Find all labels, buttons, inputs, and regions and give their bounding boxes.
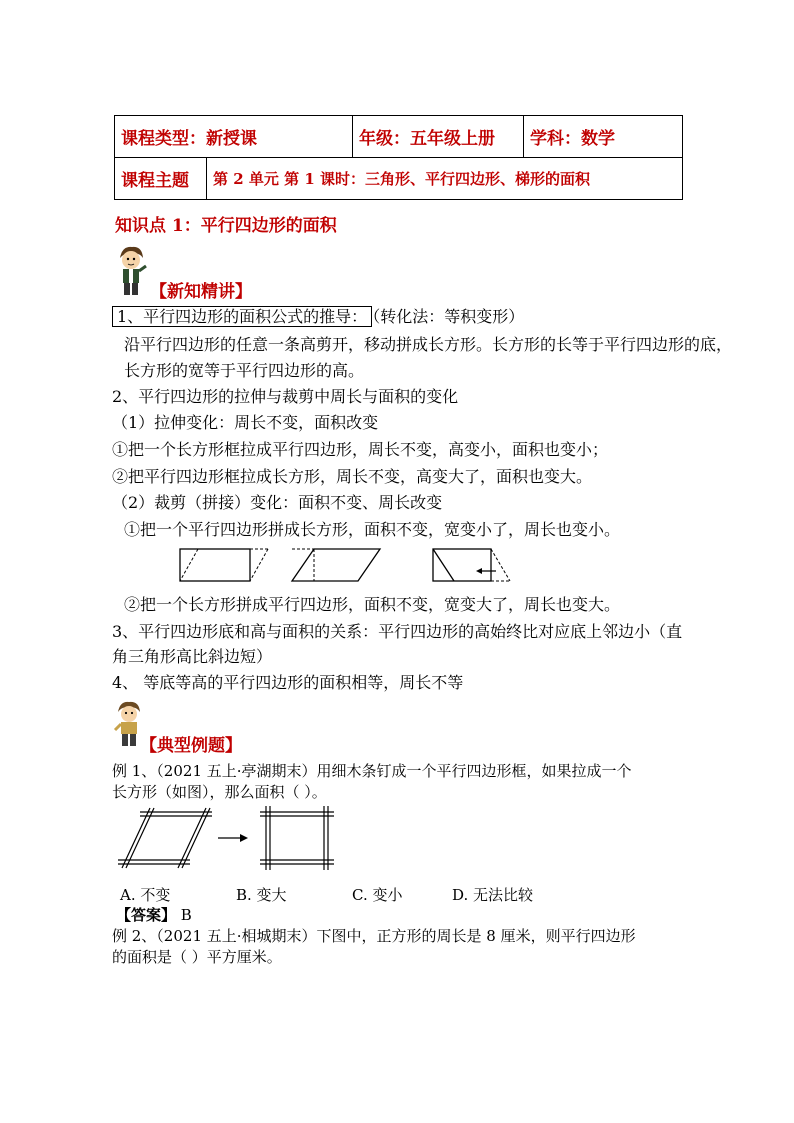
item2-sub2: （2）裁剪（拼接）变化：面积不变、周长改变 — [112, 493, 443, 512]
course-type-cell: 课程类型：新授课 — [115, 116, 353, 158]
item1-body-line2: 长方形的宽等于平行四边形的高。 — [124, 361, 365, 380]
option-c: C. 变小 — [352, 886, 403, 904]
cut-move-diagram-2 — [430, 545, 516, 585]
ex2-line2: 的面积是（ ）平方厘米。 — [112, 948, 282, 966]
stick-frame-diagram — [112, 806, 342, 872]
theme-value-cell: 第 2 单元 第 1 课时：三角形、平行四边形、梯形的面积 — [207, 158, 683, 200]
subject-cell: 学科：数学 — [524, 116, 683, 158]
knowledge-point-title: 知识点 1：平行四边形的面积 — [115, 216, 337, 236]
theme-label-cell: 课程主题 — [115, 158, 207, 200]
item1-title: 1、平行四边形的面积公式的推导： — [112, 306, 372, 327]
item4: 4、 等底等高的平行四边形的面积相等，周长不等 — [112, 673, 464, 692]
ex1-line2: 长方形（如图），那么面积（ ）。 — [112, 783, 327, 801]
item2-c2: ②把平行四边形框拉成长方形，周长不变，高变大了，面积也变大。 — [112, 467, 593, 486]
item3-line2: 角三角形高比斜边短） — [112, 647, 273, 666]
item3-line1: 3、平行四边形底和高与面积的关系：平行四边形的高始终比对应底上邻边小（直 — [112, 622, 683, 641]
item1-body-line1: 沿平行四边形的任意一条高剪开，移动拼成长方形。长方形的长等于平行四边形的底， — [124, 335, 733, 354]
cartoon-boy-icon — [112, 244, 150, 298]
item1-line — [112, 304, 524, 327]
course-info-table — [114, 115, 683, 200]
cut-move-diagram-1 — [176, 545, 272, 585]
ex1-line1: 例 1、（2021 五上·亭湖期末）用细木条钉成一个平行四边形框，如果拉成一个 — [112, 762, 632, 780]
option-d: D. 无法比较 — [452, 886, 534, 904]
answer-label: 【答案】 — [116, 906, 177, 924]
parallelogram-diagram — [290, 545, 386, 585]
ex2-line1: 例 2、（2021 五上·相城期末）下图中，正方形的周长是 8 厘米，则平行四边形 — [112, 927, 636, 945]
item2-c1: ①把一个长方形框拉成平行四边形，周长不变，高变小，面积也变小； — [112, 440, 609, 459]
item2-sub1: （1）拉伸变化：周长不变，面积改变 — [112, 413, 379, 432]
item1-method: （转化法：等积变形） — [372, 307, 525, 326]
section-examples: 【典型例题】 — [140, 736, 242, 756]
option-b: B. 变大 — [236, 886, 287, 904]
option-a: A. 不变 — [120, 886, 171, 904]
item2-d1: ①把一个平行四边形拼成长方形，面积不变，宽变小了，周长也变小。 — [124, 520, 621, 539]
item2-d2: ②把一个长方形拼成平行四边形，面积不变，宽变大了，周长也变大。 — [124, 595, 621, 614]
grade-cell: 年级：五年级上册 — [353, 116, 524, 158]
section-new-knowledge: 【新知精讲】 — [150, 282, 252, 302]
answer-value: B — [180, 906, 192, 924]
item2-title: 2、平行四边形的拉伸与裁剪中周长与面积的变化 — [112, 387, 459, 406]
ex1-answer — [116, 904, 192, 925]
